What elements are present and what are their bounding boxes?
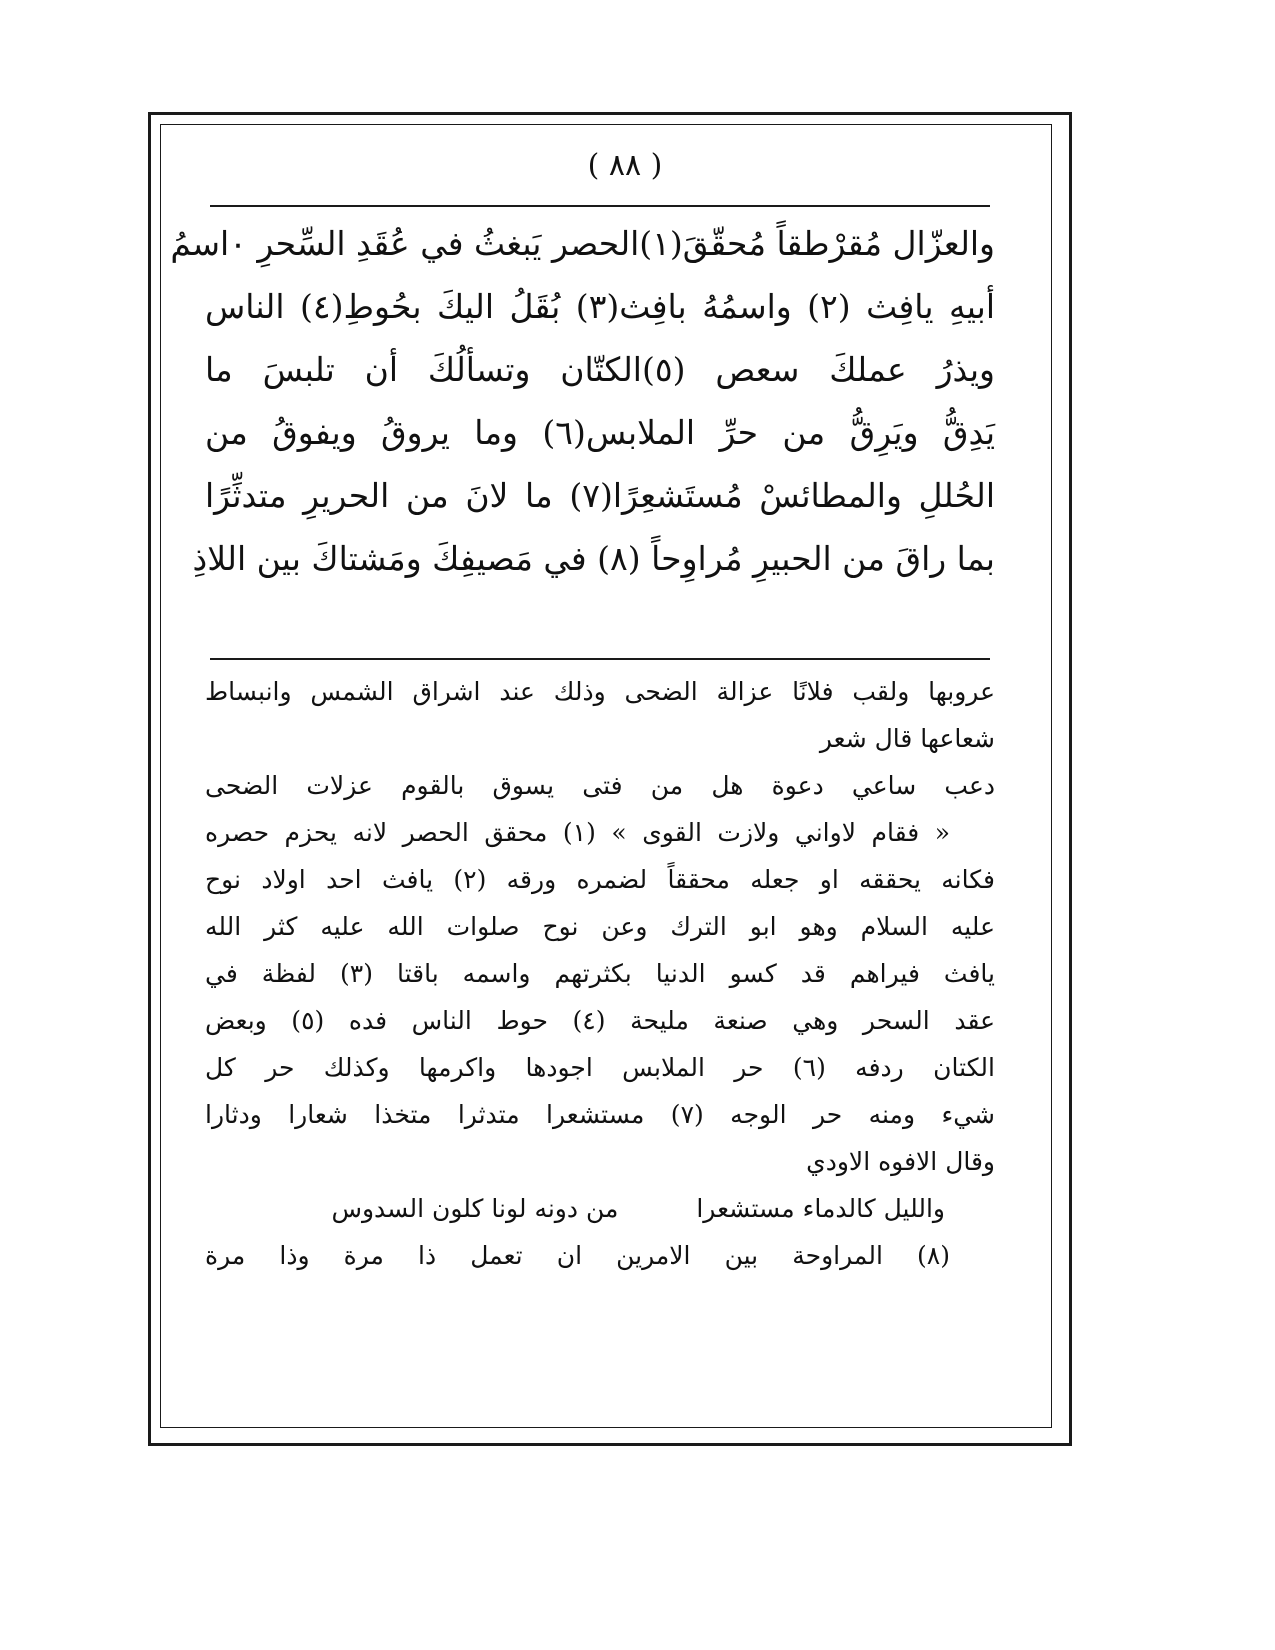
main-text-line: الحُللِ والمطائسْ مُستَشعِرًا(٧) ما لانَ من الحريرِ متدثِّرًا <box>205 476 995 515</box>
footnote-line: عروبها ولقب فلانًا عزالة الضحى وذلك عند اشراق الشمس وانبساط <box>205 677 995 706</box>
footnote-line: عليه السلام وهو ابو الترك وعن نوح صلوات الله عليه كثر الله <box>205 912 995 941</box>
footnote-line: يافث فيراهم قد كسو الدنيا بكثرتهم واسمه باقتا (٣) لفظة في <box>205 959 995 988</box>
footnote-separator <box>210 658 990 660</box>
main-text-line: والعزّال مُقرْطقاً مُحقّقَ(١)الحصر يَبغثُ في عُقَدِ السِّحرِ ٠اسمُ <box>170 224 995 263</box>
footnote-line: وقال الافوه الاودي <box>806 1147 995 1176</box>
footnotes <box>205 668 995 1279</box>
main-text-line: أبيهِ يافِث (٢) واسمُهُ بافِث(٣) بُقَلُ اليكَ بحُوطِ(٤) الناس <box>205 287 996 326</box>
footnote-line: الكتان ردفه (٦) حر الملابس اجودها واكرمها وكذلك حر كل <box>205 1053 995 1082</box>
footnote-line: « فقام لاواني ولازت القوى » (١) محقق الحصر لانه يحزم حصره <box>205 818 951 847</box>
footnote-line: شيء ومنه حر الوجه (٧) مستشعرا متدثرا متخذا شعارا ودثارا <box>205 1100 995 1129</box>
header-rule <box>210 205 990 207</box>
page-number: ( ٨٨ ) <box>587 148 663 183</box>
poem-verse <box>205 1185 995 1232</box>
footnote-line: عقد السحر وهي صنعة مليحة (٤) حوط الناس فده (٥) وبعض <box>205 1006 996 1035</box>
footnote-line: (٨) المراوحة بين الامرين ان تعمل ذا مرة وذا مرة <box>205 1241 950 1270</box>
poem-hemistich-second: من دونه لونا كلون السدوس <box>331 1194 619 1223</box>
main-text-line: بما راقَ من الحبيرِ مُراوِحاً (٨) في مَصيفِكَ ومَشتاكَ بين اللاذِ <box>192 539 995 578</box>
main-text-line: يَدِقُّ ويَرِقُّ من حرِّ الملابس(٦) وما يروقُ ويفوقُ من <box>205 413 995 452</box>
footnote-line: شعاعها قال شعر <box>819 724 995 753</box>
main-text-line: ويذرُ عملكَ سعص (٥)الكتّان وتسألُكَ أن تلبسَ ما <box>205 350 995 389</box>
main-text <box>170 212 996 590</box>
footnote-line: دعب ساعي دعوة هل من فتى يسوق بالقوم عزلات الضحى <box>205 771 995 800</box>
poem-hemistich-first: والليل كالدماء مستشعرا <box>696 1194 945 1223</box>
footnote-line: فكانه يحققه او جعله محققاً لضمره ورقه (٢) يافث احد اولاد نوح <box>205 865 995 894</box>
